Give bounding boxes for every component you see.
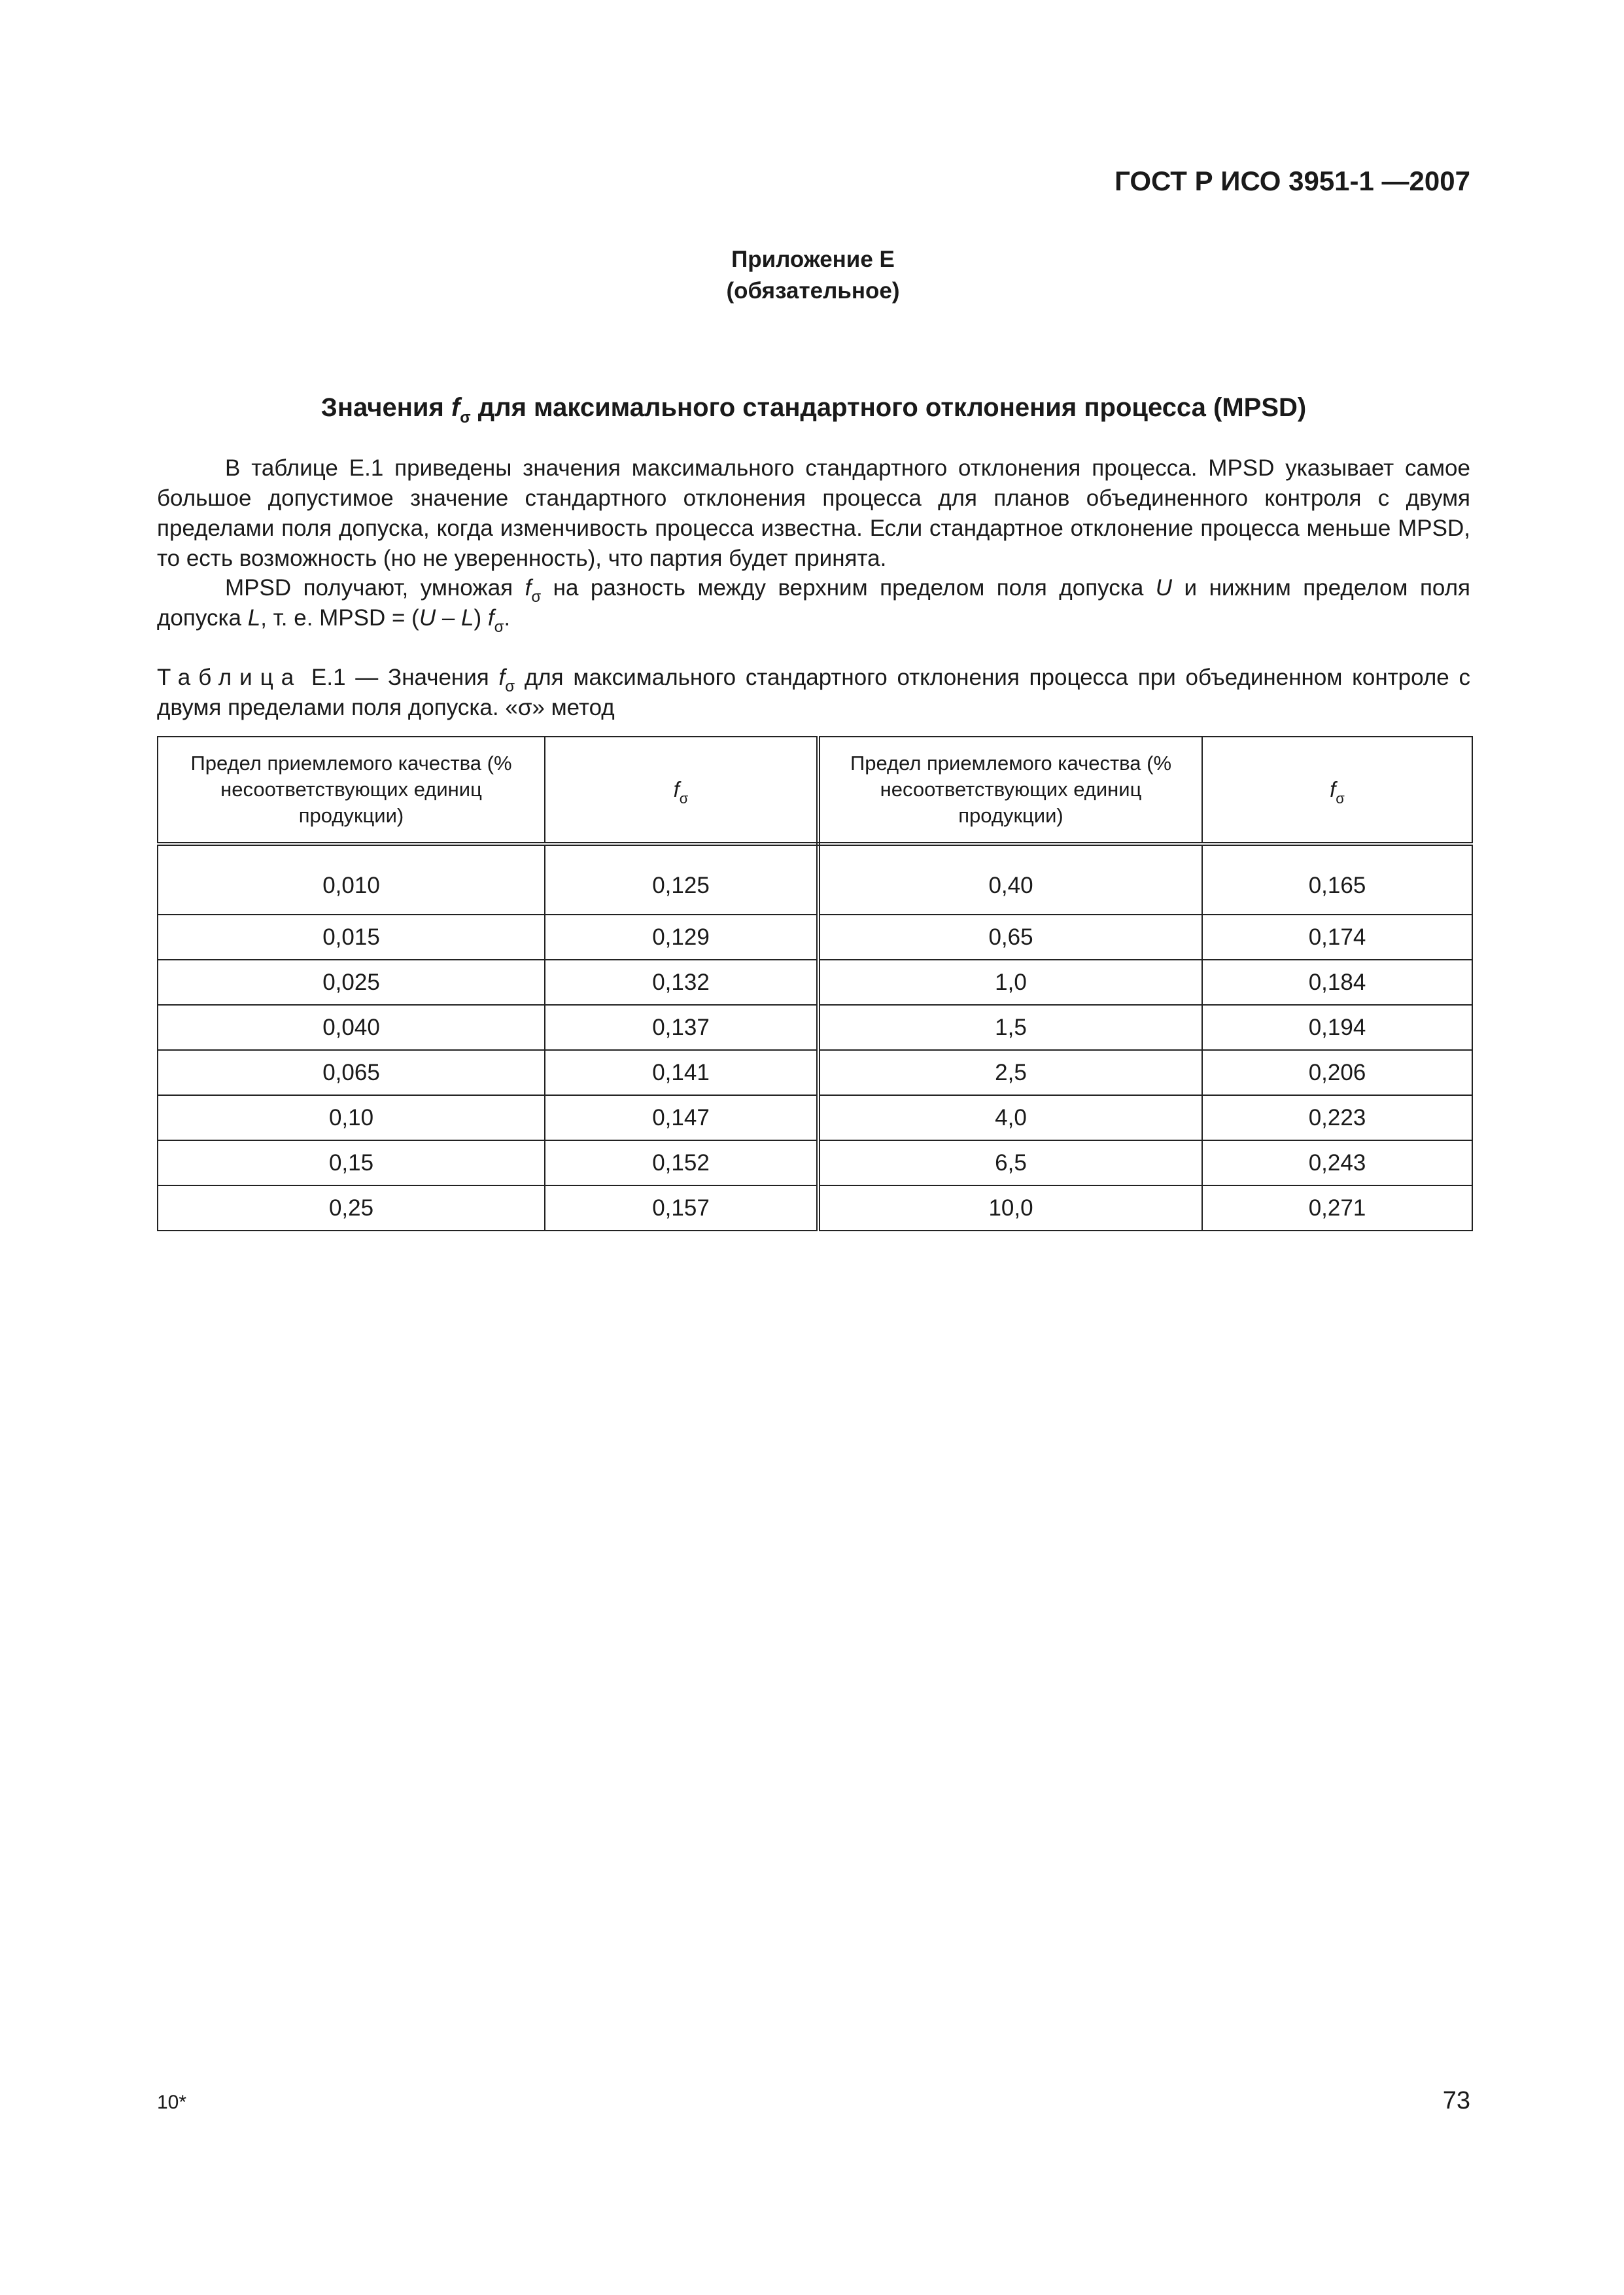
table-cell: 0,184	[1202, 960, 1472, 1005]
table-row	[158, 1185, 1472, 1231]
appendix-title: Приложение Е	[731, 247, 895, 272]
table-row	[158, 915, 1472, 960]
caption-label: Таблица	[157, 665, 302, 690]
header-aql-2: Предел приемлемого качества (% несоответствующих единиц продукции)	[818, 737, 1202, 844]
heading-prefix: Значения	[320, 393, 451, 422]
table-cell: 0,10	[158, 1095, 545, 1140]
paragraph-1-text: В таблице Е.1 приведены значения максимального стандартного отклонения процесса. MPSD указывает самое большое допустимое значение стандартного отклонения процесса для планов объединенного контроля с двумя пределами поля допуска, когда изменчивость процесса известна. Если стандартное отклонение процесса меньше MPSD, то есть возможность (но не уверенность), что партия будет принята.	[157, 455, 1470, 571]
header-fsigma-1: $f_\sigma$	[545, 737, 818, 844]
table-cell: 0,129	[545, 915, 818, 960]
table-cell: 0,174	[1202, 915, 1472, 960]
table-cell: 0,137	[545, 1005, 818, 1050]
paragraph-1	[157, 453, 1470, 574]
table-cell: 0,025	[158, 960, 545, 1005]
table-cell: 4,0	[818, 1095, 1202, 1140]
appendix-label	[523, 244, 1103, 307]
table-cell: 0,040	[158, 1005, 545, 1050]
table-row	[158, 844, 1472, 915]
table-cell: 0,165	[1202, 844, 1472, 915]
table-cell: 6,5	[818, 1140, 1202, 1185]
table-cell: 0,147	[545, 1095, 818, 1140]
footer-mark: 10*	[157, 2092, 187, 2113]
table-cell: 0,015	[158, 915, 545, 960]
heading-suffix: для максимального стандартного отклонения процесса (MPSD)	[470, 393, 1307, 422]
table-cell: 0,206	[1202, 1050, 1472, 1095]
table-cell: 0,40	[818, 844, 1202, 915]
table-cell: 2,5	[818, 1050, 1202, 1095]
table-cell: 0,141	[545, 1050, 818, 1095]
heading-symbol: f	[451, 393, 460, 422]
table-cell: 10,0	[818, 1185, 1202, 1231]
table-cell: 0,152	[545, 1140, 818, 1185]
table-cell: 0,194	[1202, 1005, 1472, 1050]
paragraph-2	[157, 573, 1470, 636]
paragraph-2-text: MPSD получают, умножая $f_\sigma$ на разность между верхним пределом поля допуска U и нижним пределом поля допуска L, т. е. MPSD = (U – L) $f_\sigma$.	[157, 575, 1470, 636]
table-cell: 1,5	[818, 1005, 1202, 1050]
table-cell: 0,25	[158, 1185, 545, 1231]
table-cell: 0,271	[1202, 1185, 1472, 1231]
table-cell: 1,0	[818, 960, 1202, 1005]
table-cell: 0,65	[818, 915, 1202, 960]
table-row	[158, 1005, 1472, 1050]
table-row	[158, 960, 1472, 1005]
table-cell: 0,010	[158, 844, 545, 915]
header-aql-1: Предел приемлемого качества (% несоответствующих единиц продукции)	[158, 737, 545, 844]
table-caption: Таблица Е.1 — Значения $f_\sigma$ для максимального стандартного отклонения процесса при объединенном контроле с двумя пределами поля допуска. «σ» метод	[157, 665, 1470, 720]
heading-symbol-sub: σ	[460, 409, 471, 427]
fsigma-table	[157, 736, 1473, 1231]
table-cell: 0,065	[158, 1050, 545, 1095]
appendix-status: (обязательное)	[726, 278, 900, 304]
table-cell: 0,243	[1202, 1140, 1472, 1185]
header-fsigma-2: $f_\sigma$	[1202, 737, 1472, 844]
table-row	[158, 1050, 1472, 1095]
table-cell: 0,132	[545, 960, 818, 1005]
table-row	[158, 1140, 1472, 1185]
table-row	[158, 1095, 1472, 1140]
table-cell: 0,223	[1202, 1095, 1472, 1140]
table-cell: 0,125	[545, 844, 818, 915]
table-cell: 0,157	[545, 1185, 818, 1231]
table-header-row	[158, 737, 1472, 844]
section-heading	[157, 389, 1470, 426]
page-number: 73	[1442, 2087, 1470, 2114]
standard-code: ГОСТ Р ИСО 3951-1 —2007	[1114, 166, 1470, 196]
table-cell: 0,15	[158, 1140, 545, 1185]
